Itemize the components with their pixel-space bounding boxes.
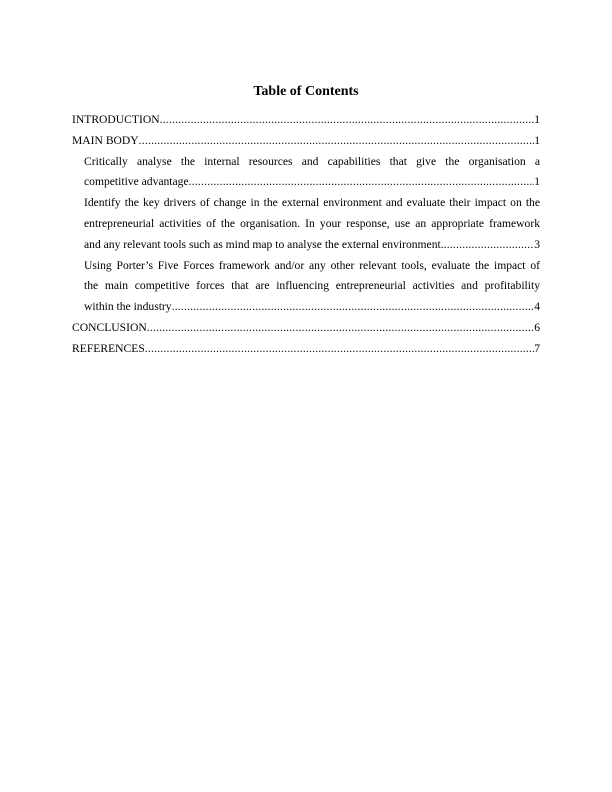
table-of-contents: [72, 110, 540, 360]
toc-page-number: 1: [534, 133, 540, 147]
toc-entry-conclusion[interactable]: [72, 318, 540, 339]
toc-page-number: 6: [534, 320, 540, 334]
toc-entry-label: REFERENCES: [72, 341, 145, 355]
dot-leader: [172, 297, 535, 318]
toc-page-number: 4: [534, 300, 540, 314]
toc-entry-line: Identify the key drivers of change in the external environment and evaluate their impact on the: [84, 196, 540, 210]
toc-entry-main-body[interactable]: [72, 131, 540, 152]
toc-page-number: 1: [534, 175, 540, 189]
toc-entry-line: entrepreneurial activities of the organisation. In your response, use an appropriate framework: [84, 216, 540, 230]
dot-leader: [139, 131, 535, 152]
toc-title: Table of Contents: [253, 84, 359, 99]
toc-page-number: 7: [534, 341, 540, 355]
toc-entry-line: Critically analyse the internal resources and capabilities that give the organisation a: [84, 154, 540, 168]
toc-entry-label: MAIN BODY: [72, 133, 139, 147]
toc-page-number: 3: [534, 237, 540, 251]
toc-entry-introduction[interactable]: [72, 110, 540, 131]
toc-entry-label: and any relevant tools such as mind map to analyse the external environment.: [84, 237, 444, 251]
dot-leader: [160, 110, 535, 131]
toc-entry-label: INTRODUCTION: [72, 113, 160, 126]
toc-entry-internal-resources[interactable]: [72, 152, 540, 194]
dot-leader: [189, 172, 535, 193]
toc-entry-label: CONCLUSION: [72, 320, 147, 334]
toc-entry-external-drivers[interactable]: [72, 193, 540, 255]
dot-leader: [444, 235, 535, 256]
toc-entry-five-forces[interactable]: [72, 256, 540, 318]
dot-leader: [145, 339, 534, 360]
toc-entry-references[interactable]: [72, 339, 540, 360]
toc-entry-label: within the industry: [84, 300, 172, 314]
dot-leader: [147, 318, 534, 339]
toc-entry-label: competitive advantage: [84, 175, 189, 189]
toc-entry-line: Using Porter’s Five Forces framework and/or any other relevant tools, evaluate the impact of: [84, 258, 540, 272]
toc-entry-line: the main competitive forces that are influencing entrepreneurial activities and profitability: [84, 279, 540, 293]
toc-page-number: 1: [534, 113, 540, 126]
